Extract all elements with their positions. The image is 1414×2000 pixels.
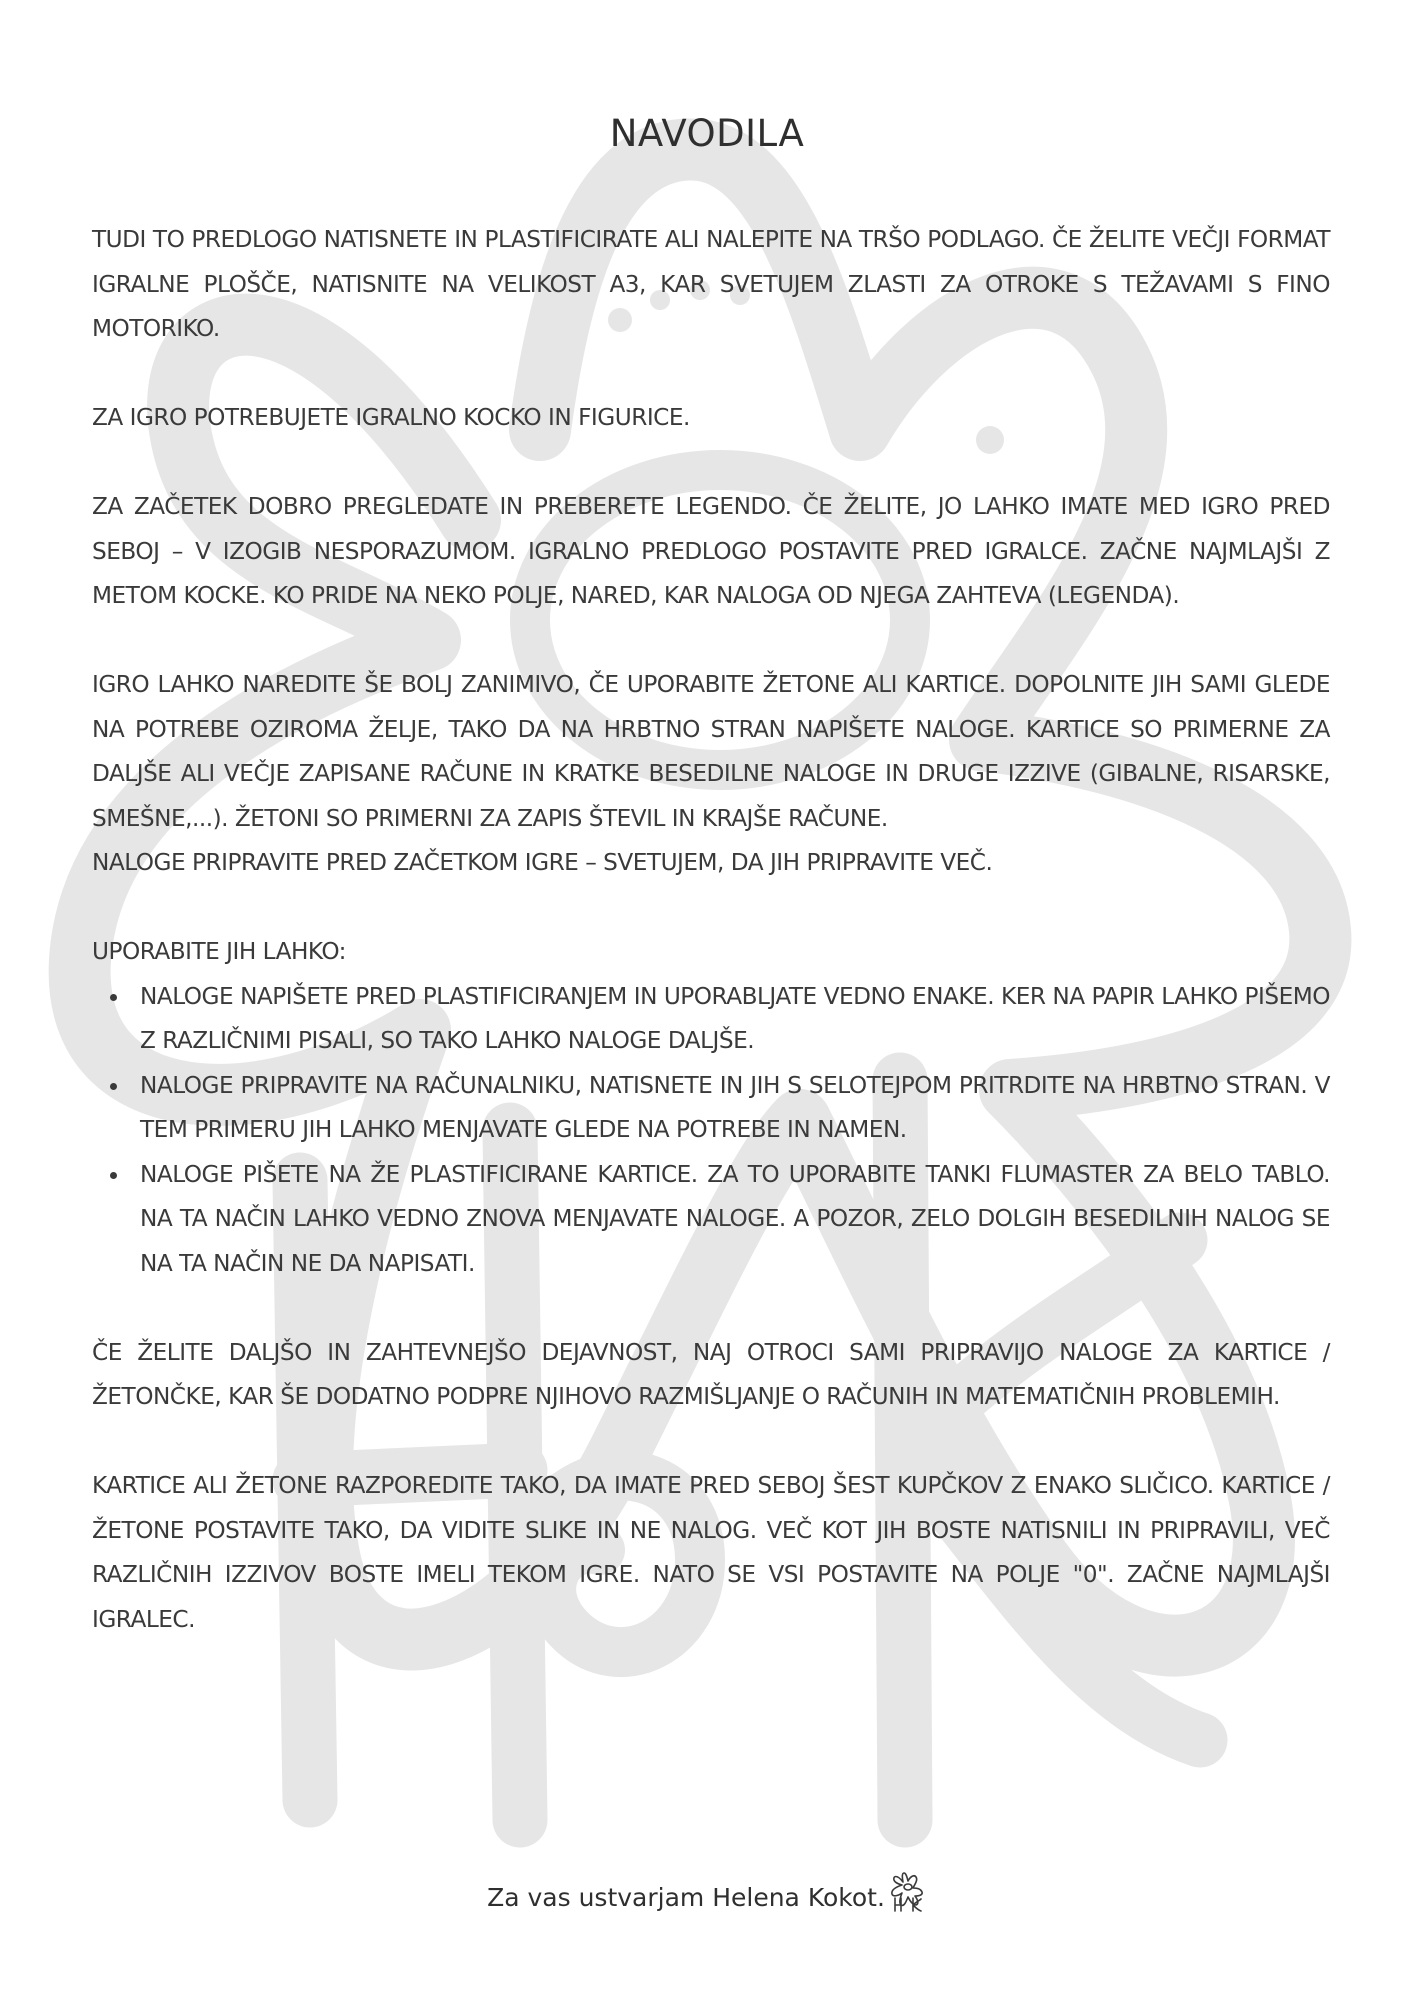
paragraph-printing: TUDI TO PREDLOGO NATISNETE IN PLASTIFICIRATE ALI NALEPITE NA TRŠO PODLAGO. ČE ŽELITE VEČJI FORMAT IGRALNE PLOŠČE, NATISNITE NA VELIKOST A3, KAR SVETUJEM ZLASTI ZA OTROKE S TEŽAVAMI S FINO MOTORIKO. — [92, 226, 1330, 342]
footer-text: Za vas ustvarjam Helena Kokot. — [487, 1883, 885, 1912]
paragraph-arrange: KARTICE ALI ŽETONE RAZPOREDITE TAKO, DA IMATE PRED SEBOJ ŠEST KUPČKOV Z ENAKO SLIČICO. KARTICE / ŽETONE POSTAVITE TAKO, DA VIDITE SLIKE IN NE NALOG. VEČ KOT JIH BOSTE NATISNILI IN PRIPRAVILI, VEČ RAZLIČNIH IZZIVOV BOSTE IMELI TEKOM IGRE. NATO SE VSI POSTAVITE NA POLJE "0". ZAČNE NAJMLAJŠI IGRALEC. — [92, 1472, 1330, 1633]
list-item: NALOGE PIŠETE NA ŽE PLASTIFICIRANE KARTICE. ZA TO UPORABITE TANKI FLUMASTER ZA BELO TABLO. NA TA NAČIN LAHKO VEDNO ZNOVA MENJAVATE NALOGE. A POZOR, ZELO DOLGIH BESEDILNIH NALOG SE NA TA NAČIN NE DA NAPISATI. — [140, 1153, 1330, 1287]
paragraph-prepare: NALOGE PRIPRAVITE PRED ZAČETKOM IGRE – SVETUJEM, DA JIH PRIPRAVITE VEČ. — [92, 849, 993, 876]
paragraph-children-prepare: ČE ŽELITE DALJŠO IN ZAHTEVNEJŠO DEJAVNOST, NAJ OTROCI SAMI PRIPRAVIJO NALOGE ZA KARTICE / ŽETONČKE, KAR ŠE DODATNO PODPRE NJIHOVO RAZMIŠLJANJE O RAČUNIH IN MATEMATIČNIH PROBLEMIH. — [92, 1338, 1330, 1410]
paragraph-equipment: ZA IGRO POTREBUJETE IGRALNO KOCKO IN FIGURICE. — [92, 404, 690, 431]
flower-logo-icon — [887, 1868, 927, 1918]
footer-credit — [0, 1868, 1414, 1918]
paragraph-tokens: IGRO LAHKO NAREDITE ŠE BOLJ ZANIMIVO, ČE UPORABITE ŽETONE ALI KARTICE. DOPOLNITE JIH SAMI GLEDE NA POTREBE OZIROMA ŽELJE, TAKO DA NA HRBTNO STRAN NAPIŠETE NALOGE. KARTICE SO PRIMERNE ZA DALJŠE ALI VEČJE ZAPISANE RAČUNE IN KRATKE BESEDILNE NALOGE IN DRUGE IZZIVE (GIBALNE, RISARSKE, SMEŠNE,...). ŽETONI SO PRIMERNI ZA ZAPIS ŠTEVIL IN KRAJŠE RAČUNE. — [92, 671, 1330, 832]
document-body — [92, 218, 1330, 1687]
list-item: NALOGE PRIPRAVITE NA RAČUNALNIKU, NATISNETE IN JIH S SELOTEJPOM PRITRDITE NA HRBTNO STRAN. V TEM PRIMERU JIH LAHKO MENJAVATE GLEDE NA POTREBE IN NAMEN. — [140, 1064, 1330, 1153]
paragraph-start: ZA ZAČETEK DOBRO PREGLEDATE IN PREBERETE LEGENDO. ČE ŽELITE, JO LAHKO IMATE MED IGRO PRED SEBOJ – V IZOGIB NESPORAZUMOM. IGRALNO PREDLOGO POSTAVITE PRED IGRALCE. ZAČNE NAJMLAJŠI Z METOM KOCKE. KO PRIDE NA NEKO POLJE, NARED, KAR NALOGA OD NJEGA ZAHTEVA (LEGENDA). — [92, 493, 1330, 609]
list-item: NALOGE NAPIŠETE PRED PLASTIFICIRANJEM IN UPORABLJATE VEDNO ENAKE. KER NA PAPIR LAHKO PIŠEMO Z RAZLIČNIMI PISALI, SO TAKO LAHKO NALOGE DALJŠE. — [140, 975, 1330, 1064]
paragraph-usage-heading: UPORABITE JIH LAHKO: — [92, 938, 346, 965]
page-title: NAVODILA — [609, 112, 805, 155]
usage-list — [92, 975, 1330, 1287]
